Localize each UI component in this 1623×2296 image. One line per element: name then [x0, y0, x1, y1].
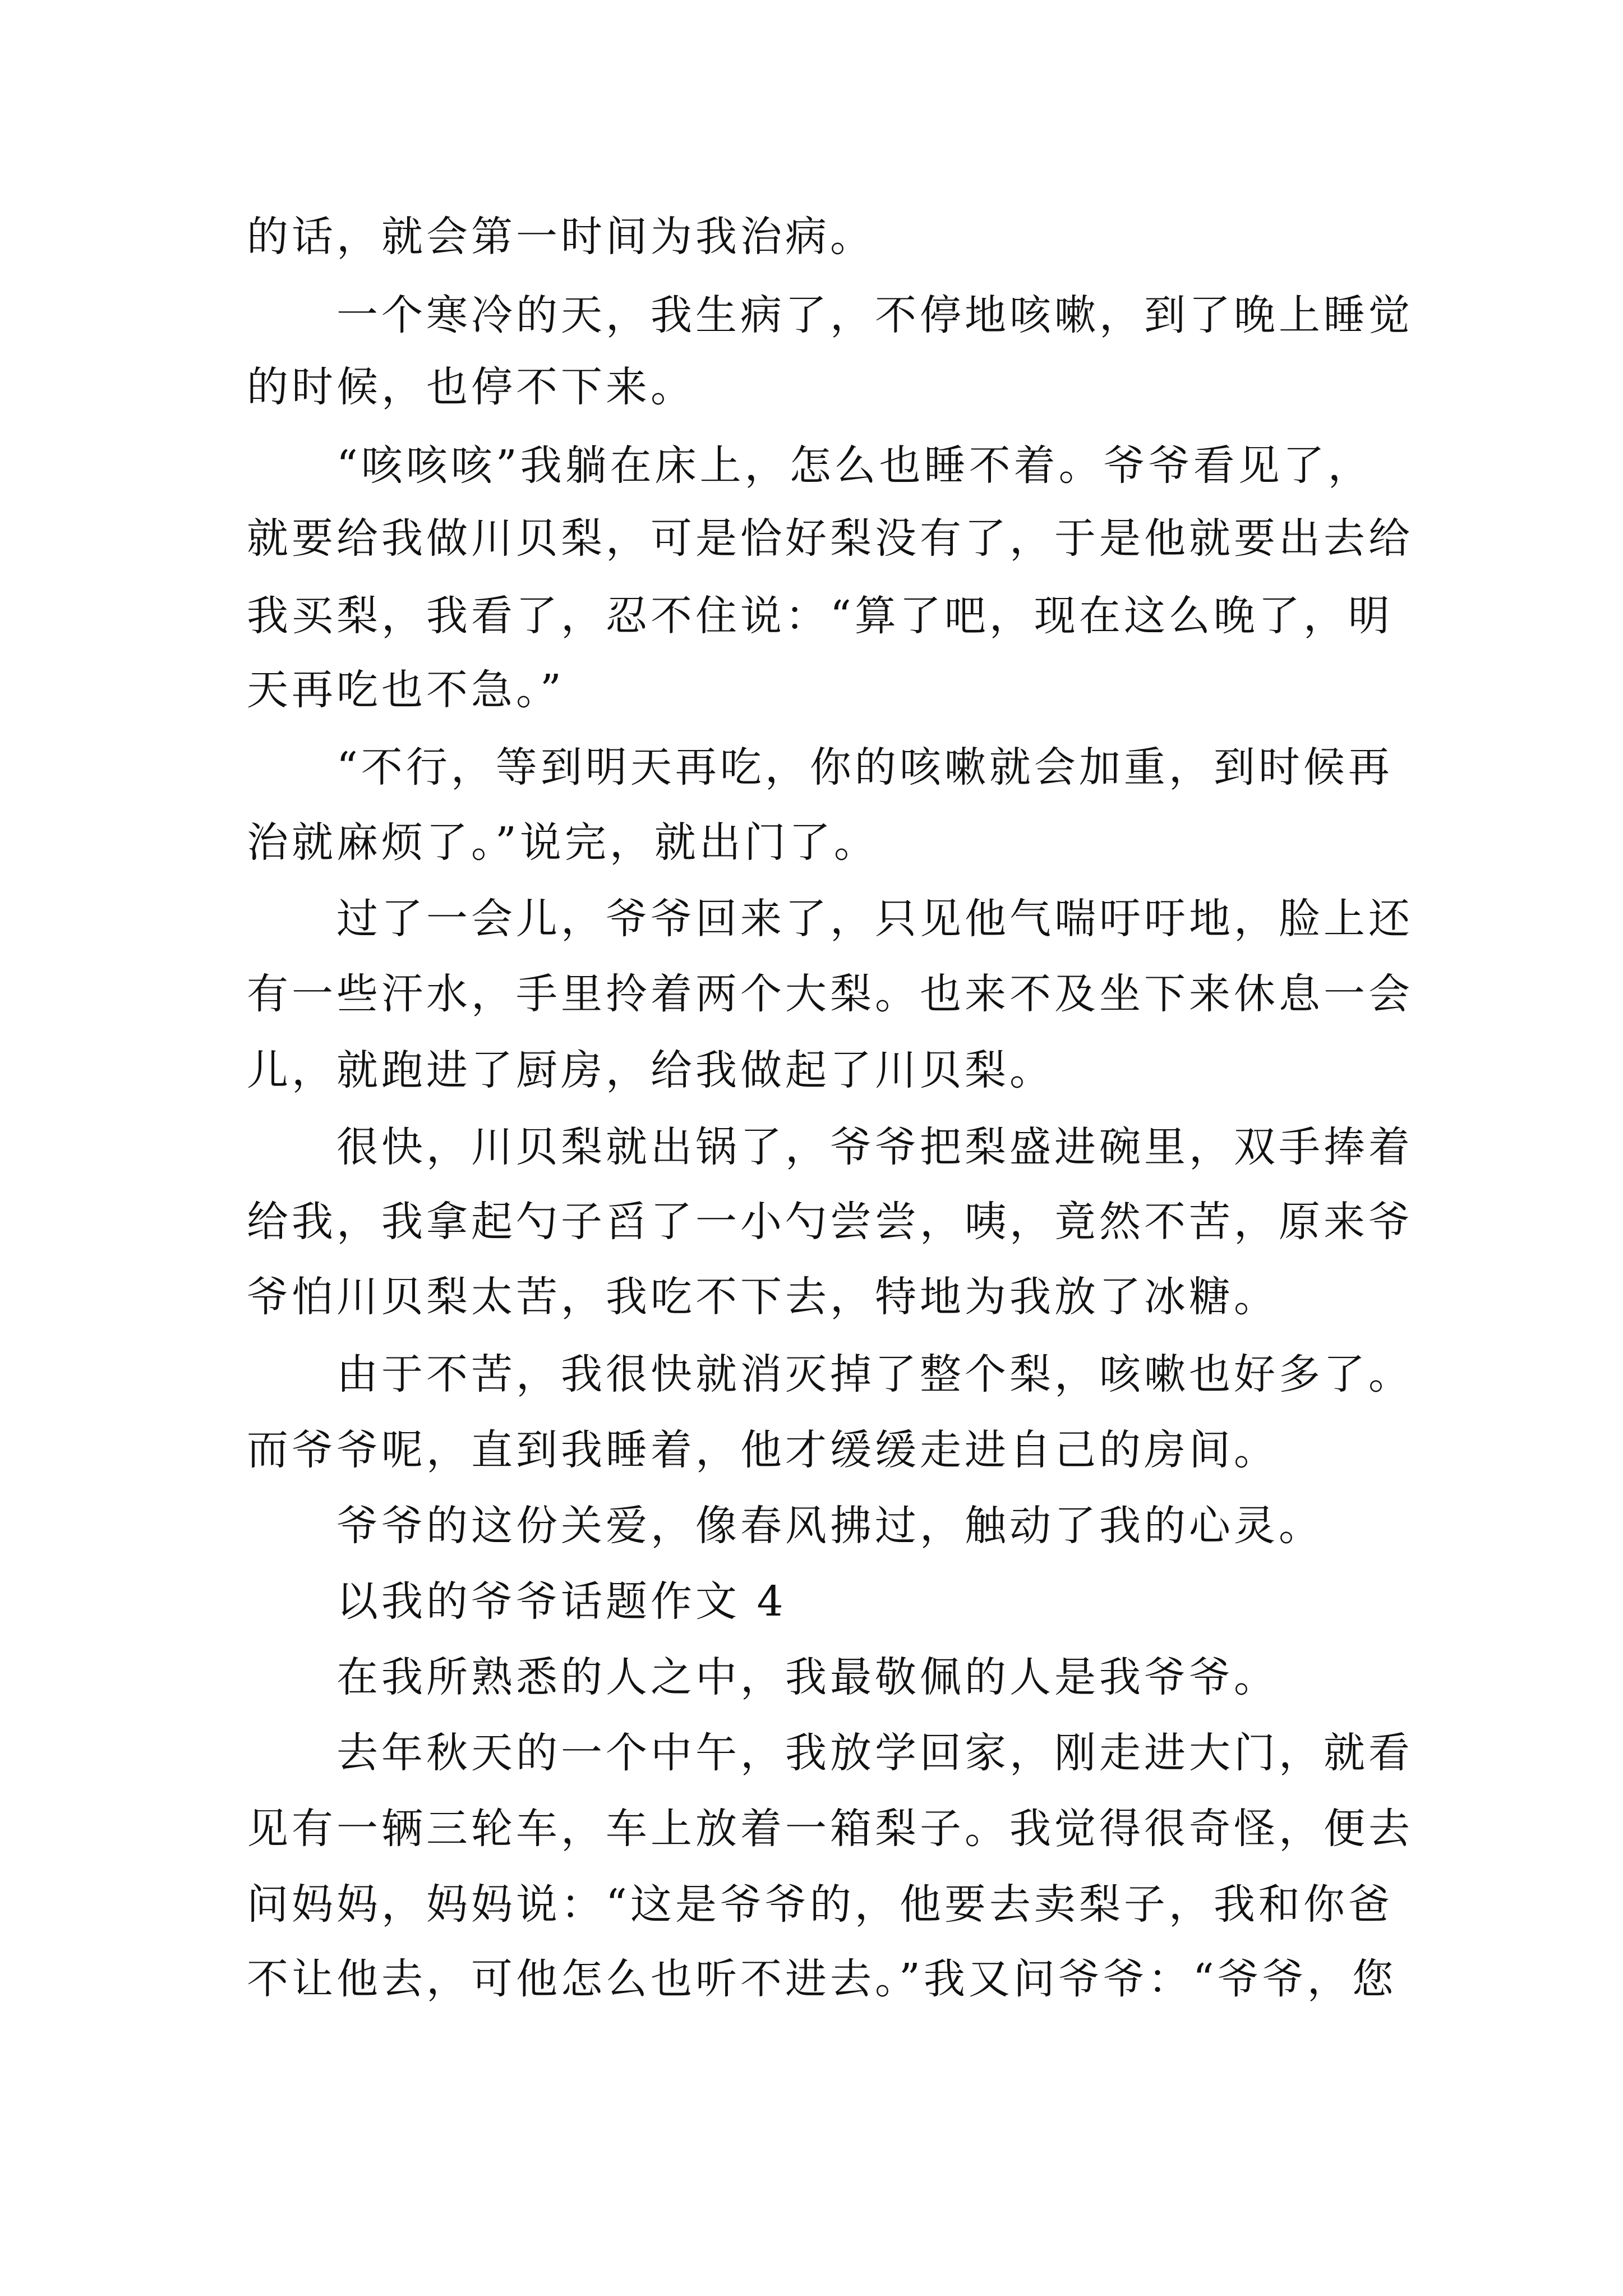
text-line: 过了一会儿，爷爷回来了，只见他气喘吁吁地，脸上还 — [336, 895, 1413, 943]
text-line: 爷怕川贝梨太苦，我吃不下去，特地为我放了冰糖。 — [247, 1273, 1279, 1321]
section-heading: 以我的爷爷话题作文 4 — [336, 1577, 787, 1626]
text-line: 由于不苦，我很快就消灭掉了整个梨，咳嗽也好多了。 — [336, 1350, 1413, 1398]
text-line: “不行，等到明天再吃，你的咳嗽就会加重，到时候再 — [336, 743, 1393, 792]
text-line: 给我，我拿起勺子舀了一小勺尝尝，咦，竟然不苦，原来爷 — [247, 1198, 1413, 1246]
text-line: 就要给我做川贝梨，可是恰好梨没有了，于是他就要出去给 — [247, 514, 1413, 563]
text-line: 我买梨，我看了，忍不住说：“算了吧，现在这么晚了，明 — [247, 592, 1393, 640]
text-line: “咳咳咳”我躺在床上，怎么也睡不着。爷爷看见了， — [336, 441, 1373, 490]
text-line: 一个寒冷的天，我生病了，不停地咳嗽，到了晚上睡觉 — [336, 291, 1413, 339]
text-line: 治就麻烦了。”说完，就出门了。 — [247, 818, 879, 867]
text-line: 儿，就跑进了厨房，给我做起了川贝梨。 — [247, 1046, 1054, 1094]
text-line: 而爷爷呢，直到我睡着，他才缓缓走进自己的房间。 — [247, 1426, 1279, 1474]
text-line: 去年秋天的一个中午，我放学回家，刚走进大门，就看 — [336, 1729, 1413, 1777]
text-line: 的时候，也停不下来。 — [247, 363, 695, 411]
text-line: 问妈妈，妈妈说：“这是爷爷的，他要去卖梨子，我和你爸 — [247, 1880, 1393, 1929]
text-line: 很快，川贝梨就出锅了，爷爷把梨盛进碗里，双手捧着 — [336, 1123, 1413, 1171]
text-line: 不让他去，可他怎么也听不进去。”我又问爷爷：“爷爷，您 — [247, 1955, 1397, 2003]
text-line: 爷爷的这份关爱，像春风拂过，触动了我的心灵。 — [336, 1502, 1324, 1550]
text-line: 有一些汗水，手里拎着两个大梨。也来不及坐下来休息一会 — [247, 970, 1413, 1018]
text-line: 见有一辆三轮车，车上放着一箱梨子。我觉得很奇怪，便去 — [247, 1805, 1413, 1853]
text-line: 的话，就会第一时间为我治病。 — [247, 213, 875, 261]
text-line: 在我所熟悉的人之中，我最敬佩的人是我爷爷。 — [336, 1653, 1279, 1701]
text-line: 天再吃也不急。” — [247, 666, 565, 714]
